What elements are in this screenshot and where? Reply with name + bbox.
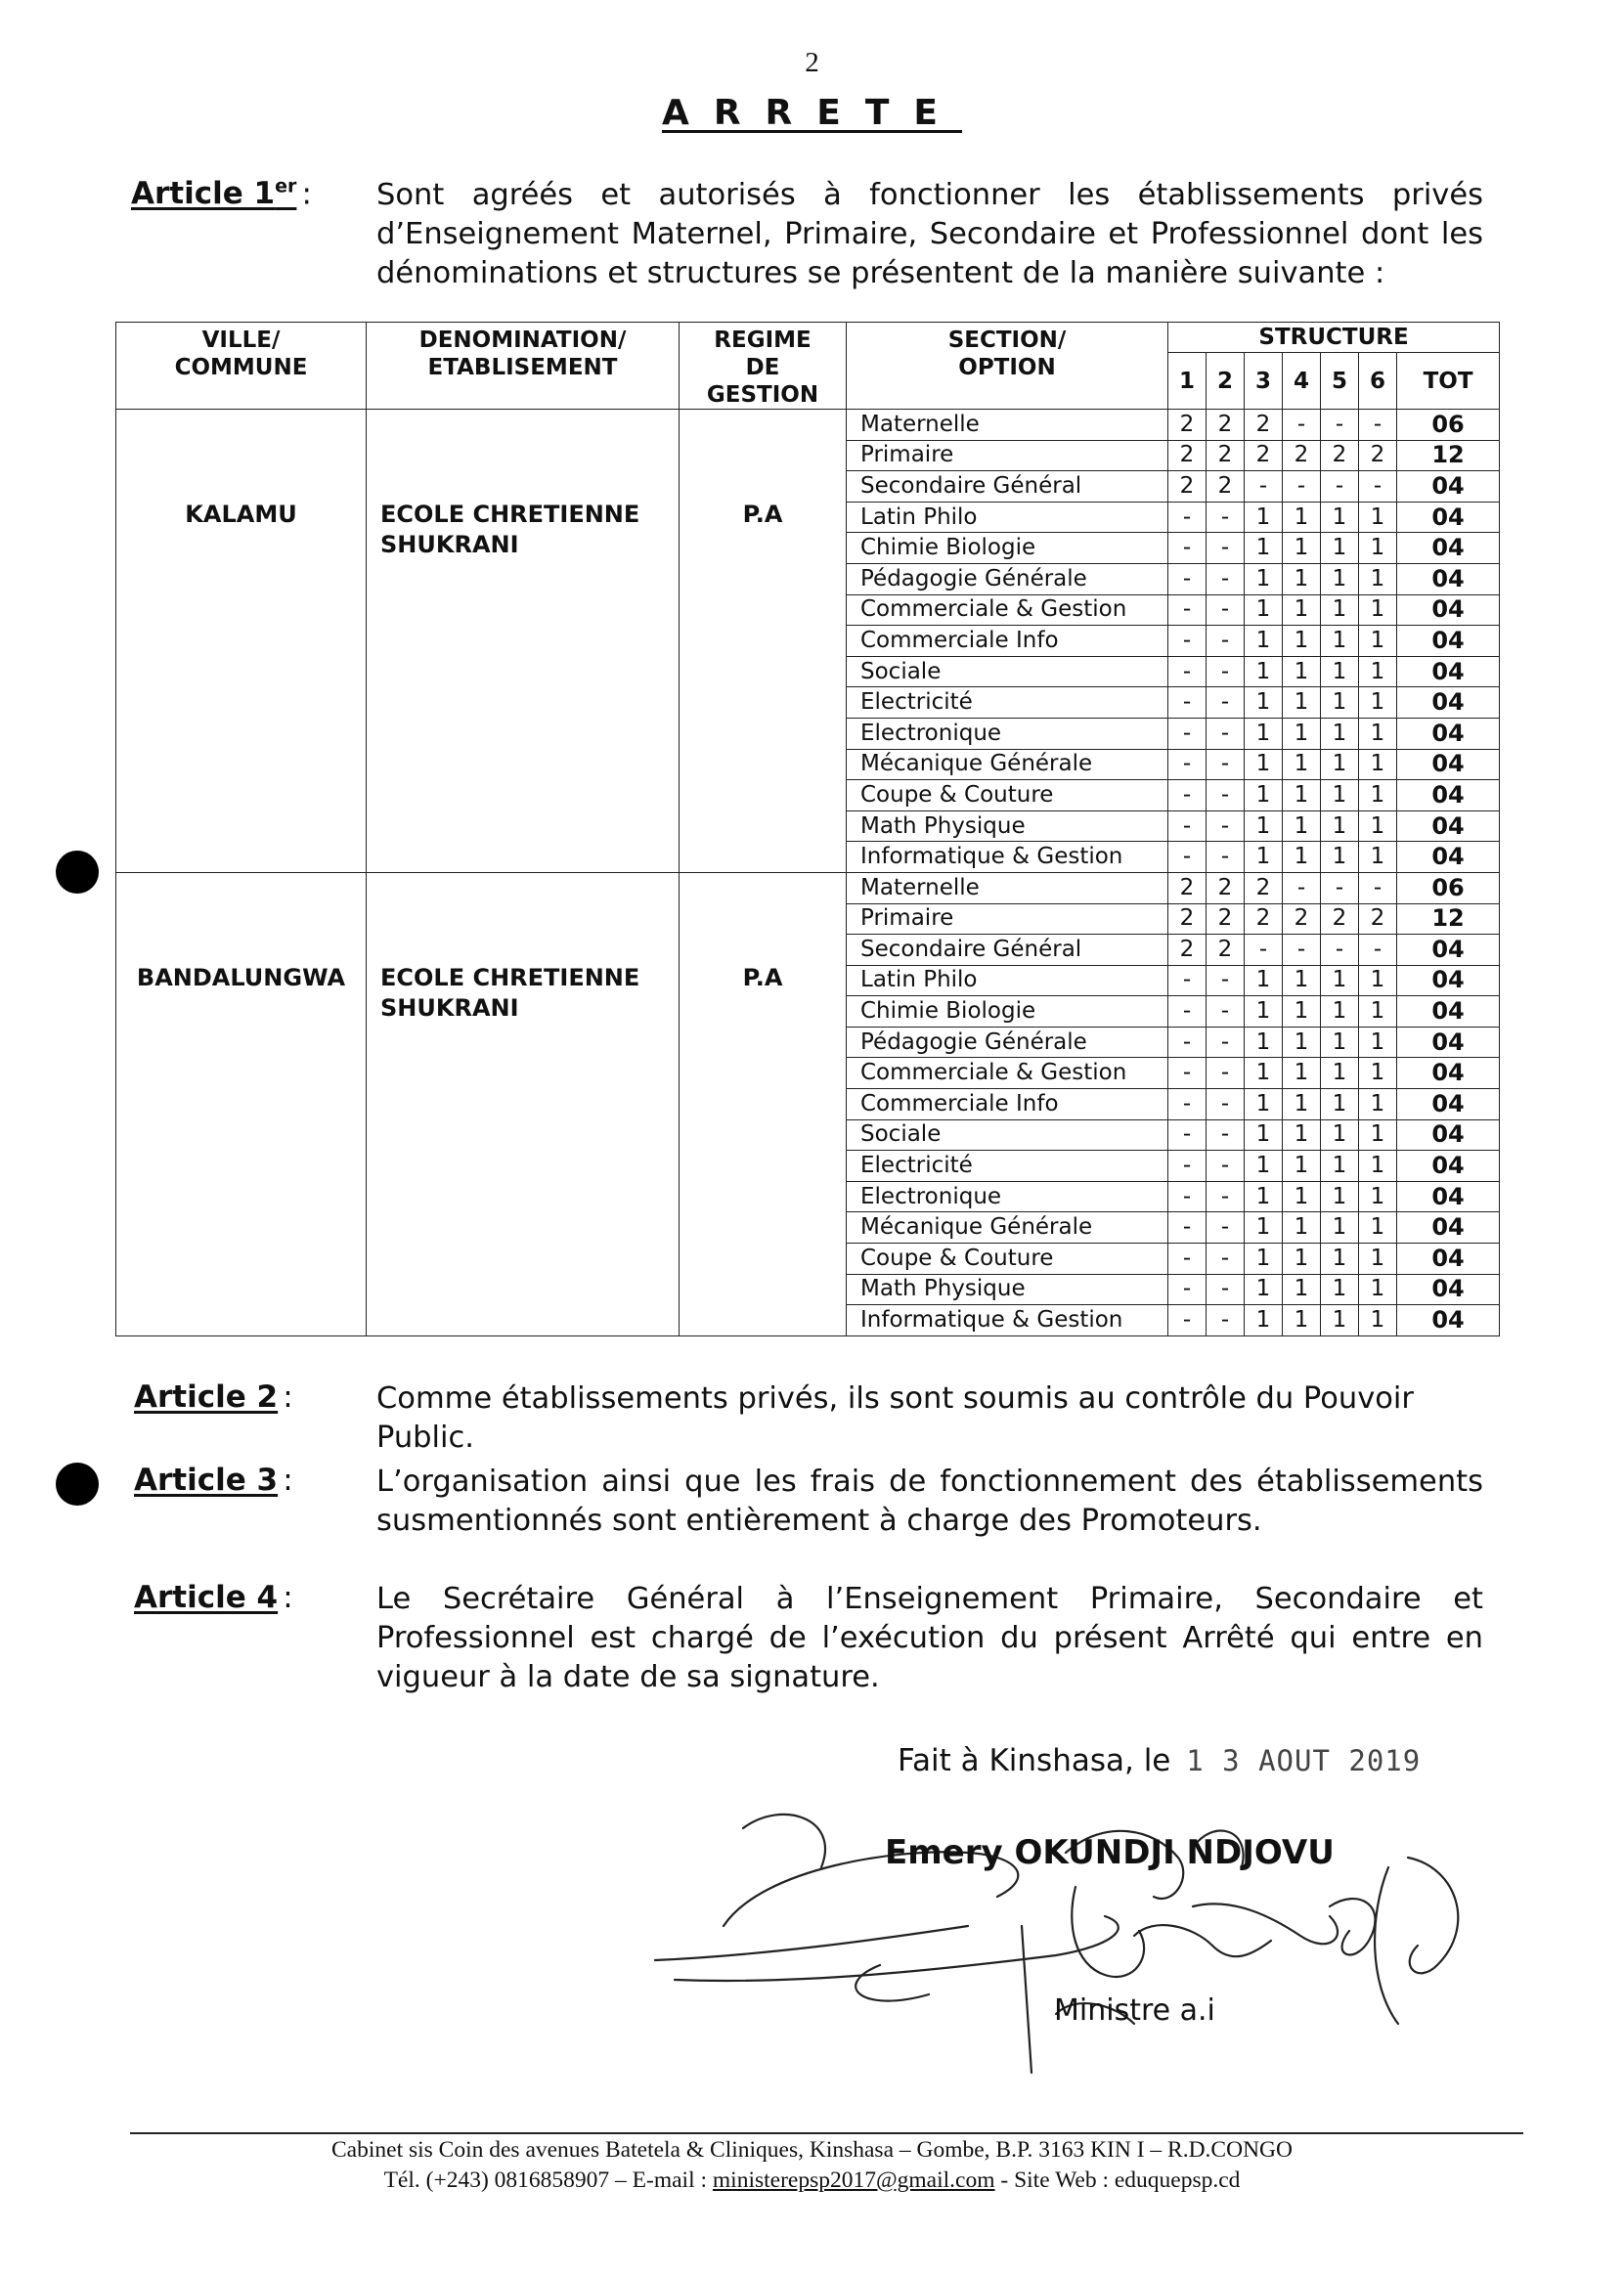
article-1-heading bbox=[131, 176, 312, 211]
total-cell: 04 bbox=[1397, 563, 1500, 594]
footer-divider bbox=[130, 2132, 1523, 2134]
structure-value-cell: 1 bbox=[1321, 533, 1359, 564]
article-2-heading bbox=[134, 1379, 293, 1415]
total-cell: 04 bbox=[1397, 626, 1500, 657]
structure-value-cell: 1 bbox=[1321, 1212, 1359, 1244]
structure-value-cell: 1 bbox=[1321, 996, 1359, 1028]
structure-value-cell: 1 bbox=[1245, 1181, 1283, 1212]
structure-value-cell: - bbox=[1207, 996, 1245, 1028]
article-1-text: Sont agréés et autorisés à fonctionner les établissements privés d’Enseignement Maternel, Primaire, Secondaire et Professionnel dont les dénominations et structures se présentent de la manière suivante : bbox=[376, 178, 1483, 290]
structure-value-cell: 1 bbox=[1321, 1305, 1359, 1336]
article-4-label: Article 4 bbox=[134, 1580, 279, 1615]
structure-value-cell: - bbox=[1168, 842, 1207, 873]
structure-value-cell: - bbox=[1207, 533, 1245, 564]
option-cell: Commerciale & Gestion bbox=[847, 1058, 1168, 1089]
structure-value-cell: - bbox=[1321, 410, 1359, 441]
structure-value-cell: 1 bbox=[1283, 1212, 1321, 1244]
structure-value-cell: 1 bbox=[1245, 780, 1283, 811]
option-cell: Pédagogie Générale bbox=[847, 563, 1168, 594]
structure-value-cell: - bbox=[1168, 594, 1207, 626]
structure-value-cell: 2 bbox=[1207, 471, 1245, 503]
structure-value-cell: 1 bbox=[1245, 502, 1283, 533]
structure-value-cell: 1 bbox=[1321, 626, 1359, 657]
punch-hole-mark bbox=[56, 851, 99, 894]
structure-value-cell: - bbox=[1207, 1089, 1245, 1120]
option-cell: Electronique bbox=[847, 1181, 1168, 1212]
structure-value-cell: 1 bbox=[1359, 502, 1397, 533]
structure-value-cell: 1 bbox=[1245, 533, 1283, 564]
option-cell: Primaire bbox=[847, 903, 1168, 935]
structure-value-cell: - bbox=[1168, 533, 1207, 564]
structure-value-cell: 1 bbox=[1245, 1212, 1283, 1244]
header-col-3: 3 bbox=[1245, 353, 1283, 410]
article-2-text: Comme établissements privés, ils sont soumis au contrôle du Pouvoir Public. bbox=[376, 1381, 1414, 1455]
structure-value-cell: - bbox=[1207, 1244, 1245, 1275]
footer-email-link[interactable]: ministerepsp2017@gmail.com bbox=[712, 2167, 995, 2193]
article-1-label: Article 1er bbox=[131, 176, 297, 212]
option-cell: Math Physique bbox=[847, 1274, 1168, 1305]
structure-value-cell: 1 bbox=[1321, 1181, 1359, 1212]
denomination-cell: ECOLE CHRETIENNE SHUKRANI bbox=[367, 872, 680, 1335]
option-cell: Electricité bbox=[847, 687, 1168, 719]
structure-value-cell: 1 bbox=[1283, 749, 1321, 780]
structure-value-cell: - bbox=[1207, 656, 1245, 687]
structure-value-cell: 1 bbox=[1321, 1244, 1359, 1275]
header-denomination: DENOMINATION/ ETABLISEMENT bbox=[367, 323, 680, 410]
structure-value-cell: 2 bbox=[1168, 872, 1207, 903]
structure-value-cell: 1 bbox=[1321, 749, 1359, 780]
total-cell: 04 bbox=[1397, 1244, 1500, 1275]
structure-value-cell: - bbox=[1207, 810, 1245, 842]
structure-value-cell: 1 bbox=[1359, 718, 1397, 749]
table-row bbox=[116, 410, 1500, 441]
structure-value-cell: 1 bbox=[1321, 1151, 1359, 1182]
structure-value-cell: 1 bbox=[1283, 1119, 1321, 1151]
structure-value-cell: 2 bbox=[1207, 903, 1245, 935]
total-cell: 04 bbox=[1397, 1058, 1500, 1089]
total-cell: 04 bbox=[1397, 965, 1500, 996]
option-cell: Coupe & Couture bbox=[847, 1244, 1168, 1275]
structure-value-cell: 1 bbox=[1359, 1058, 1397, 1089]
total-cell: 04 bbox=[1397, 1274, 1500, 1305]
total-cell: 04 bbox=[1397, 810, 1500, 842]
structure-value-cell: - bbox=[1207, 594, 1245, 626]
structure-value-cell: - bbox=[1168, 1058, 1207, 1089]
structure-value-cell: 1 bbox=[1359, 780, 1397, 811]
structure-value-cell: 1 bbox=[1283, 1058, 1321, 1089]
total-cell: 04 bbox=[1397, 1151, 1500, 1182]
table-row bbox=[116, 872, 1500, 903]
structure-value-cell: - bbox=[1359, 471, 1397, 503]
structure-value-cell: 1 bbox=[1283, 687, 1321, 719]
structure-value-cell: - bbox=[1245, 935, 1283, 966]
structure-value-cell: - bbox=[1207, 965, 1245, 996]
structure-value-cell: 1 bbox=[1359, 1181, 1397, 1212]
structure-value-cell: 2 bbox=[1207, 440, 1245, 471]
total-cell: 12 bbox=[1397, 903, 1500, 935]
structure-value-cell: 2 bbox=[1359, 440, 1397, 471]
article-4-text: Le Secrétaire Général à l’Enseignement Primaire, Secondaire et Professionnel est chargé de l’exécution du présent Arrêté qui entre en vigueur à la date de sa signature. bbox=[376, 1582, 1483, 1694]
option-cell: Coupe & Couture bbox=[847, 780, 1168, 811]
structure-value-cell: - bbox=[1207, 718, 1245, 749]
structure-value-cell: - bbox=[1207, 1058, 1245, 1089]
structure-value-cell: 1 bbox=[1283, 626, 1321, 657]
structure-value-cell: 1 bbox=[1283, 1274, 1321, 1305]
structure-value-cell: 2 bbox=[1283, 903, 1321, 935]
document-title: ARRETE bbox=[661, 93, 963, 133]
denomination-cell: ECOLE CHRETIENNE SHUKRANI bbox=[367, 410, 680, 873]
option-cell: Electricité bbox=[847, 1151, 1168, 1182]
article-4-colon: : bbox=[283, 1580, 293, 1615]
structure-value-cell: 1 bbox=[1321, 594, 1359, 626]
article-2-label: Article 2 bbox=[134, 1379, 279, 1415]
total-cell: 04 bbox=[1397, 471, 1500, 503]
total-cell: 04 bbox=[1397, 533, 1500, 564]
option-cell: Maternelle bbox=[847, 872, 1168, 903]
structure-table bbox=[115, 322, 1500, 1336]
structure-value-cell: - bbox=[1321, 471, 1359, 503]
option-cell: Latin Philo bbox=[847, 502, 1168, 533]
total-cell: 04 bbox=[1397, 996, 1500, 1028]
structure-value-cell: 2 bbox=[1207, 410, 1245, 441]
header-regime: REGIME DE GESTION bbox=[680, 323, 847, 410]
structure-value-cell: - bbox=[1168, 1027, 1207, 1058]
header-structure: STRUCTURE bbox=[1168, 323, 1500, 353]
header-col-1: 1 bbox=[1168, 353, 1207, 410]
total-cell: 04 bbox=[1397, 656, 1500, 687]
option-cell: Mécanique Générale bbox=[847, 1212, 1168, 1244]
option-cell: Commerciale & Gestion bbox=[847, 594, 1168, 626]
structure-value-cell: - bbox=[1359, 935, 1397, 966]
structure-value-cell: 2 bbox=[1168, 903, 1207, 935]
structure-value-cell: 2 bbox=[1321, 440, 1359, 471]
structure-value-cell: 1 bbox=[1283, 1305, 1321, 1336]
structure-value-cell: 2 bbox=[1168, 471, 1207, 503]
structure-value-cell: - bbox=[1207, 1274, 1245, 1305]
structure-value-cell: 1 bbox=[1283, 1151, 1321, 1182]
option-cell: Maternelle bbox=[847, 410, 1168, 441]
article-2-colon: : bbox=[283, 1379, 293, 1415]
header-col-2: 2 bbox=[1207, 353, 1245, 410]
option-cell: Sociale bbox=[847, 656, 1168, 687]
structure-value-cell: 1 bbox=[1283, 1181, 1321, 1212]
option-cell: Pédagogie Générale bbox=[847, 1027, 1168, 1058]
structure-value-cell: 1 bbox=[1283, 533, 1321, 564]
signatory-title: Ministre a.i bbox=[1054, 1993, 1215, 2028]
structure-value-cell: - bbox=[1245, 471, 1283, 503]
structure-value-cell: 2 bbox=[1245, 440, 1283, 471]
structure-value-cell: - bbox=[1359, 872, 1397, 903]
option-cell: Latin Philo bbox=[847, 965, 1168, 996]
total-cell: 04 bbox=[1397, 1212, 1500, 1244]
structure-value-cell: 1 bbox=[1359, 810, 1397, 842]
structure-value-cell: - bbox=[1168, 1274, 1207, 1305]
structure-value-cell: - bbox=[1321, 935, 1359, 966]
structure-value-cell: 1 bbox=[1245, 594, 1283, 626]
option-cell: Sociale bbox=[847, 1119, 1168, 1151]
option-cell: Secondaire Général bbox=[847, 935, 1168, 966]
structure-value-cell: 1 bbox=[1245, 563, 1283, 594]
structure-value-cell: - bbox=[1207, 502, 1245, 533]
article-3-colon: : bbox=[283, 1463, 293, 1498]
structure-value-cell: 1 bbox=[1321, 1119, 1359, 1151]
option-cell: Commerciale Info bbox=[847, 1089, 1168, 1120]
header-col-6: 6 bbox=[1359, 353, 1397, 410]
option-cell: Mécanique Générale bbox=[847, 749, 1168, 780]
structure-value-cell: 1 bbox=[1321, 563, 1359, 594]
regime-cell: P.A bbox=[680, 410, 847, 873]
footer-site-label: - Site Web : bbox=[994, 2167, 1115, 2193]
structure-value-cell: 1 bbox=[1245, 626, 1283, 657]
option-cell: Secondaire Général bbox=[847, 471, 1168, 503]
header-ville: VILLE/ COMMUNE bbox=[116, 323, 367, 410]
structure-value-cell: - bbox=[1207, 749, 1245, 780]
structure-value-cell: - bbox=[1168, 996, 1207, 1028]
structure-value-cell: 1 bbox=[1283, 502, 1321, 533]
date-stamp: 1 3 AOUT 2019 bbox=[1186, 1744, 1422, 1777]
structure-value-cell: - bbox=[1207, 1212, 1245, 1244]
structure-value-cell: - bbox=[1168, 687, 1207, 719]
structure-value-cell: 1 bbox=[1245, 687, 1283, 719]
structure-value-cell: 2 bbox=[1207, 872, 1245, 903]
option-cell: Commerciale Info bbox=[847, 626, 1168, 657]
structure-value-cell: - bbox=[1359, 410, 1397, 441]
structure-value-cell: 1 bbox=[1283, 996, 1321, 1028]
signature-icon bbox=[645, 1760, 1476, 2082]
structure-value-cell: 2 bbox=[1321, 903, 1359, 935]
structure-value-cell: - bbox=[1283, 410, 1321, 441]
structure-value-cell: - bbox=[1207, 1181, 1245, 1212]
structure-value-cell: 1 bbox=[1283, 1244, 1321, 1275]
structure-value-cell: 1 bbox=[1245, 1305, 1283, 1336]
structure-value-cell: - bbox=[1168, 1305, 1207, 1336]
structure-value-cell: 1 bbox=[1321, 1274, 1359, 1305]
total-cell: 12 bbox=[1397, 440, 1500, 471]
footer-website-link[interactable]: eduquepsp.cd bbox=[1114, 2167, 1241, 2193]
structure-value-cell: - bbox=[1207, 842, 1245, 873]
structure-value-cell: - bbox=[1168, 1244, 1207, 1275]
structure-value-cell: 1 bbox=[1245, 996, 1283, 1028]
structure-value-cell: - bbox=[1168, 810, 1207, 842]
article-1-colon: : bbox=[301, 176, 312, 212]
structure-value-cell: 1 bbox=[1245, 810, 1283, 842]
structure-value-cell: 1 bbox=[1321, 1089, 1359, 1120]
structure-value-cell: 2 bbox=[1168, 410, 1207, 441]
structure-value-cell: 1 bbox=[1359, 1244, 1397, 1275]
total-cell: 04 bbox=[1397, 687, 1500, 719]
signatory-name: Emery OKUNDJI NDJOVU bbox=[885, 1833, 1335, 1872]
structure-value-cell: 1 bbox=[1359, 1305, 1397, 1336]
option-cell: Electronique bbox=[847, 718, 1168, 749]
structure-value-cell: 1 bbox=[1321, 1027, 1359, 1058]
structure-value-cell: 1 bbox=[1359, 842, 1397, 873]
structure-value-cell: 1 bbox=[1321, 1058, 1359, 1089]
structure-value-cell: - bbox=[1168, 626, 1207, 657]
structure-value-cell: 1 bbox=[1245, 1058, 1283, 1089]
article-3-heading bbox=[134, 1463, 293, 1498]
total-cell: 06 bbox=[1397, 410, 1500, 441]
option-cell: Primaire bbox=[847, 440, 1168, 471]
total-cell: 04 bbox=[1397, 1181, 1500, 1212]
structure-value-cell: - bbox=[1283, 471, 1321, 503]
total-cell: 04 bbox=[1397, 1119, 1500, 1151]
structure-value-cell: 1 bbox=[1321, 810, 1359, 842]
structure-value-cell: 2 bbox=[1168, 440, 1207, 471]
structure-value-cell: 1 bbox=[1245, 1119, 1283, 1151]
structure-value-cell: 1 bbox=[1321, 965, 1359, 996]
structure-value-cell: 2 bbox=[1245, 410, 1283, 441]
total-cell: 04 bbox=[1397, 718, 1500, 749]
header-col-4: 4 bbox=[1283, 353, 1321, 410]
structure-value-cell: - bbox=[1168, 563, 1207, 594]
structure-value-cell: - bbox=[1207, 563, 1245, 594]
structure-value-cell: 2 bbox=[1207, 935, 1245, 966]
structure-value-cell: 1 bbox=[1283, 965, 1321, 996]
structure-value-cell: 1 bbox=[1359, 1027, 1397, 1058]
structure-value-cell: 1 bbox=[1283, 1027, 1321, 1058]
structure-value-cell: - bbox=[1207, 1119, 1245, 1151]
structure-value-cell: 1 bbox=[1321, 502, 1359, 533]
structure-value-cell: 1 bbox=[1245, 965, 1283, 996]
article-4-heading bbox=[134, 1580, 293, 1615]
footer-address: Cabinet sis Coin des avenues Batetela & Cliniques, Kinshasa – Gombe, B.P. 3163 KIN I – R.D.CONGO bbox=[331, 2137, 1293, 2163]
structure-value-cell: 1 bbox=[1283, 842, 1321, 873]
structure-value-cell: - bbox=[1168, 1181, 1207, 1212]
structure-value-cell: 1 bbox=[1359, 563, 1397, 594]
structure-value-cell: 1 bbox=[1245, 656, 1283, 687]
structure-value-cell: 1 bbox=[1359, 996, 1397, 1028]
total-cell: 04 bbox=[1397, 1089, 1500, 1120]
structure-value-cell: 1 bbox=[1283, 563, 1321, 594]
structure-value-cell: 1 bbox=[1245, 1151, 1283, 1182]
total-cell: 04 bbox=[1397, 842, 1500, 873]
header-col-5: 5 bbox=[1321, 353, 1359, 410]
structure-value-cell: - bbox=[1168, 965, 1207, 996]
structure-value-cell: 1 bbox=[1321, 780, 1359, 811]
structure-value-cell: 1 bbox=[1283, 780, 1321, 811]
structure-value-cell: 1 bbox=[1359, 626, 1397, 657]
structure-value-cell: - bbox=[1168, 1119, 1207, 1151]
structure-value-cell: 1 bbox=[1321, 656, 1359, 687]
structure-value-cell: 1 bbox=[1359, 1119, 1397, 1151]
regime-cell: P.A bbox=[680, 872, 847, 1335]
structure-value-cell: - bbox=[1207, 626, 1245, 657]
total-cell: 04 bbox=[1397, 1305, 1500, 1336]
structure-value-cell: 1 bbox=[1359, 594, 1397, 626]
total-cell: 06 bbox=[1397, 872, 1500, 903]
structure-value-cell: 1 bbox=[1359, 1151, 1397, 1182]
structure-value-cell: 1 bbox=[1359, 687, 1397, 719]
structure-value-cell: - bbox=[1321, 872, 1359, 903]
ville-commune-cell: BANDALUNGWA bbox=[116, 872, 367, 1335]
footer-phone: Tél. (+243) 0816858907 – E-mail : bbox=[383, 2167, 713, 2193]
article-3-label: Article 3 bbox=[134, 1463, 279, 1498]
option-cell: Chimie Biologie bbox=[847, 533, 1168, 564]
option-cell: Informatique & Gestion bbox=[847, 1305, 1168, 1336]
option-cell: Math Physique bbox=[847, 810, 1168, 842]
structure-value-cell: 2 bbox=[1359, 903, 1397, 935]
structure-value-cell: 1 bbox=[1283, 718, 1321, 749]
article-3-text: L’organisation ainsi que les frais de fonctionnement des établissements susmentionnés sont entièrement à charge des Promoteurs. bbox=[376, 1465, 1483, 1538]
total-cell: 04 bbox=[1397, 749, 1500, 780]
structure-value-cell: 2 bbox=[1168, 935, 1207, 966]
structure-value-cell: 1 bbox=[1283, 656, 1321, 687]
structure-value-cell: 2 bbox=[1245, 903, 1283, 935]
structure-value-cell: 1 bbox=[1359, 965, 1397, 996]
ville-commune-cell: KALAMU bbox=[116, 410, 367, 873]
structure-value-cell: 1 bbox=[1359, 656, 1397, 687]
total-cell: 04 bbox=[1397, 780, 1500, 811]
punch-hole-mark bbox=[56, 1463, 99, 1506]
header-col-tot: TOT bbox=[1397, 353, 1500, 410]
total-cell: 04 bbox=[1397, 1027, 1500, 1058]
structure-value-cell: - bbox=[1168, 502, 1207, 533]
structure-value-cell: - bbox=[1168, 1089, 1207, 1120]
structure-value-cell: 1 bbox=[1245, 1244, 1283, 1275]
structure-value-cell: 1 bbox=[1245, 718, 1283, 749]
structure-value-cell: 1 bbox=[1283, 810, 1321, 842]
structure-value-cell: - bbox=[1283, 872, 1321, 903]
total-cell: 04 bbox=[1397, 502, 1500, 533]
structure-value-cell: 1 bbox=[1321, 842, 1359, 873]
structure-value-cell: 2 bbox=[1283, 440, 1321, 471]
structure-value-cell: 1 bbox=[1321, 687, 1359, 719]
structure-value-cell: 2 bbox=[1245, 872, 1283, 903]
option-cell: Informatique & Gestion bbox=[847, 842, 1168, 873]
structure-value-cell: 1 bbox=[1245, 1274, 1283, 1305]
footer-contact bbox=[0, 2167, 1624, 2194]
structure-value-cell: - bbox=[1207, 780, 1245, 811]
structure-value-cell: 1 bbox=[1359, 1274, 1397, 1305]
structure-value-cell: - bbox=[1168, 1212, 1207, 1244]
structure-value-cell: - bbox=[1168, 749, 1207, 780]
structure-value-cell: 1 bbox=[1245, 1027, 1283, 1058]
structure-value-cell: 1 bbox=[1359, 1089, 1397, 1120]
structure-value-cell: - bbox=[1283, 935, 1321, 966]
structure-value-cell: - bbox=[1168, 656, 1207, 687]
structure-value-cell: 1 bbox=[1245, 842, 1283, 873]
structure-value-cell: 1 bbox=[1359, 1212, 1397, 1244]
structure-value-cell: - bbox=[1207, 1305, 1245, 1336]
structure-value-cell: - bbox=[1207, 1151, 1245, 1182]
structure-value-cell: 1 bbox=[1359, 749, 1397, 780]
structure-value-cell: - bbox=[1168, 780, 1207, 811]
structure-value-cell: 1 bbox=[1283, 594, 1321, 626]
structure-value-cell: - bbox=[1207, 687, 1245, 719]
page-number: 2 bbox=[805, 47, 819, 78]
structure-value-cell: 1 bbox=[1245, 749, 1283, 780]
structure-value-cell: 1 bbox=[1321, 718, 1359, 749]
total-cell: 04 bbox=[1397, 935, 1500, 966]
option-cell: Chimie Biologie bbox=[847, 996, 1168, 1028]
structure-value-cell: 1 bbox=[1283, 1089, 1321, 1120]
structure-value-cell: - bbox=[1207, 1027, 1245, 1058]
total-cell: 04 bbox=[1397, 594, 1500, 626]
place-date-prefix: Fait à Kinshasa, le bbox=[898, 1743, 1171, 1778]
structure-value-cell: 1 bbox=[1245, 1089, 1283, 1120]
structure-value-cell: - bbox=[1168, 718, 1207, 749]
header-section: SECTION/ OPTION bbox=[847, 323, 1168, 410]
structure-value-cell: 1 bbox=[1359, 533, 1397, 564]
structure-value-cell: - bbox=[1168, 1151, 1207, 1182]
